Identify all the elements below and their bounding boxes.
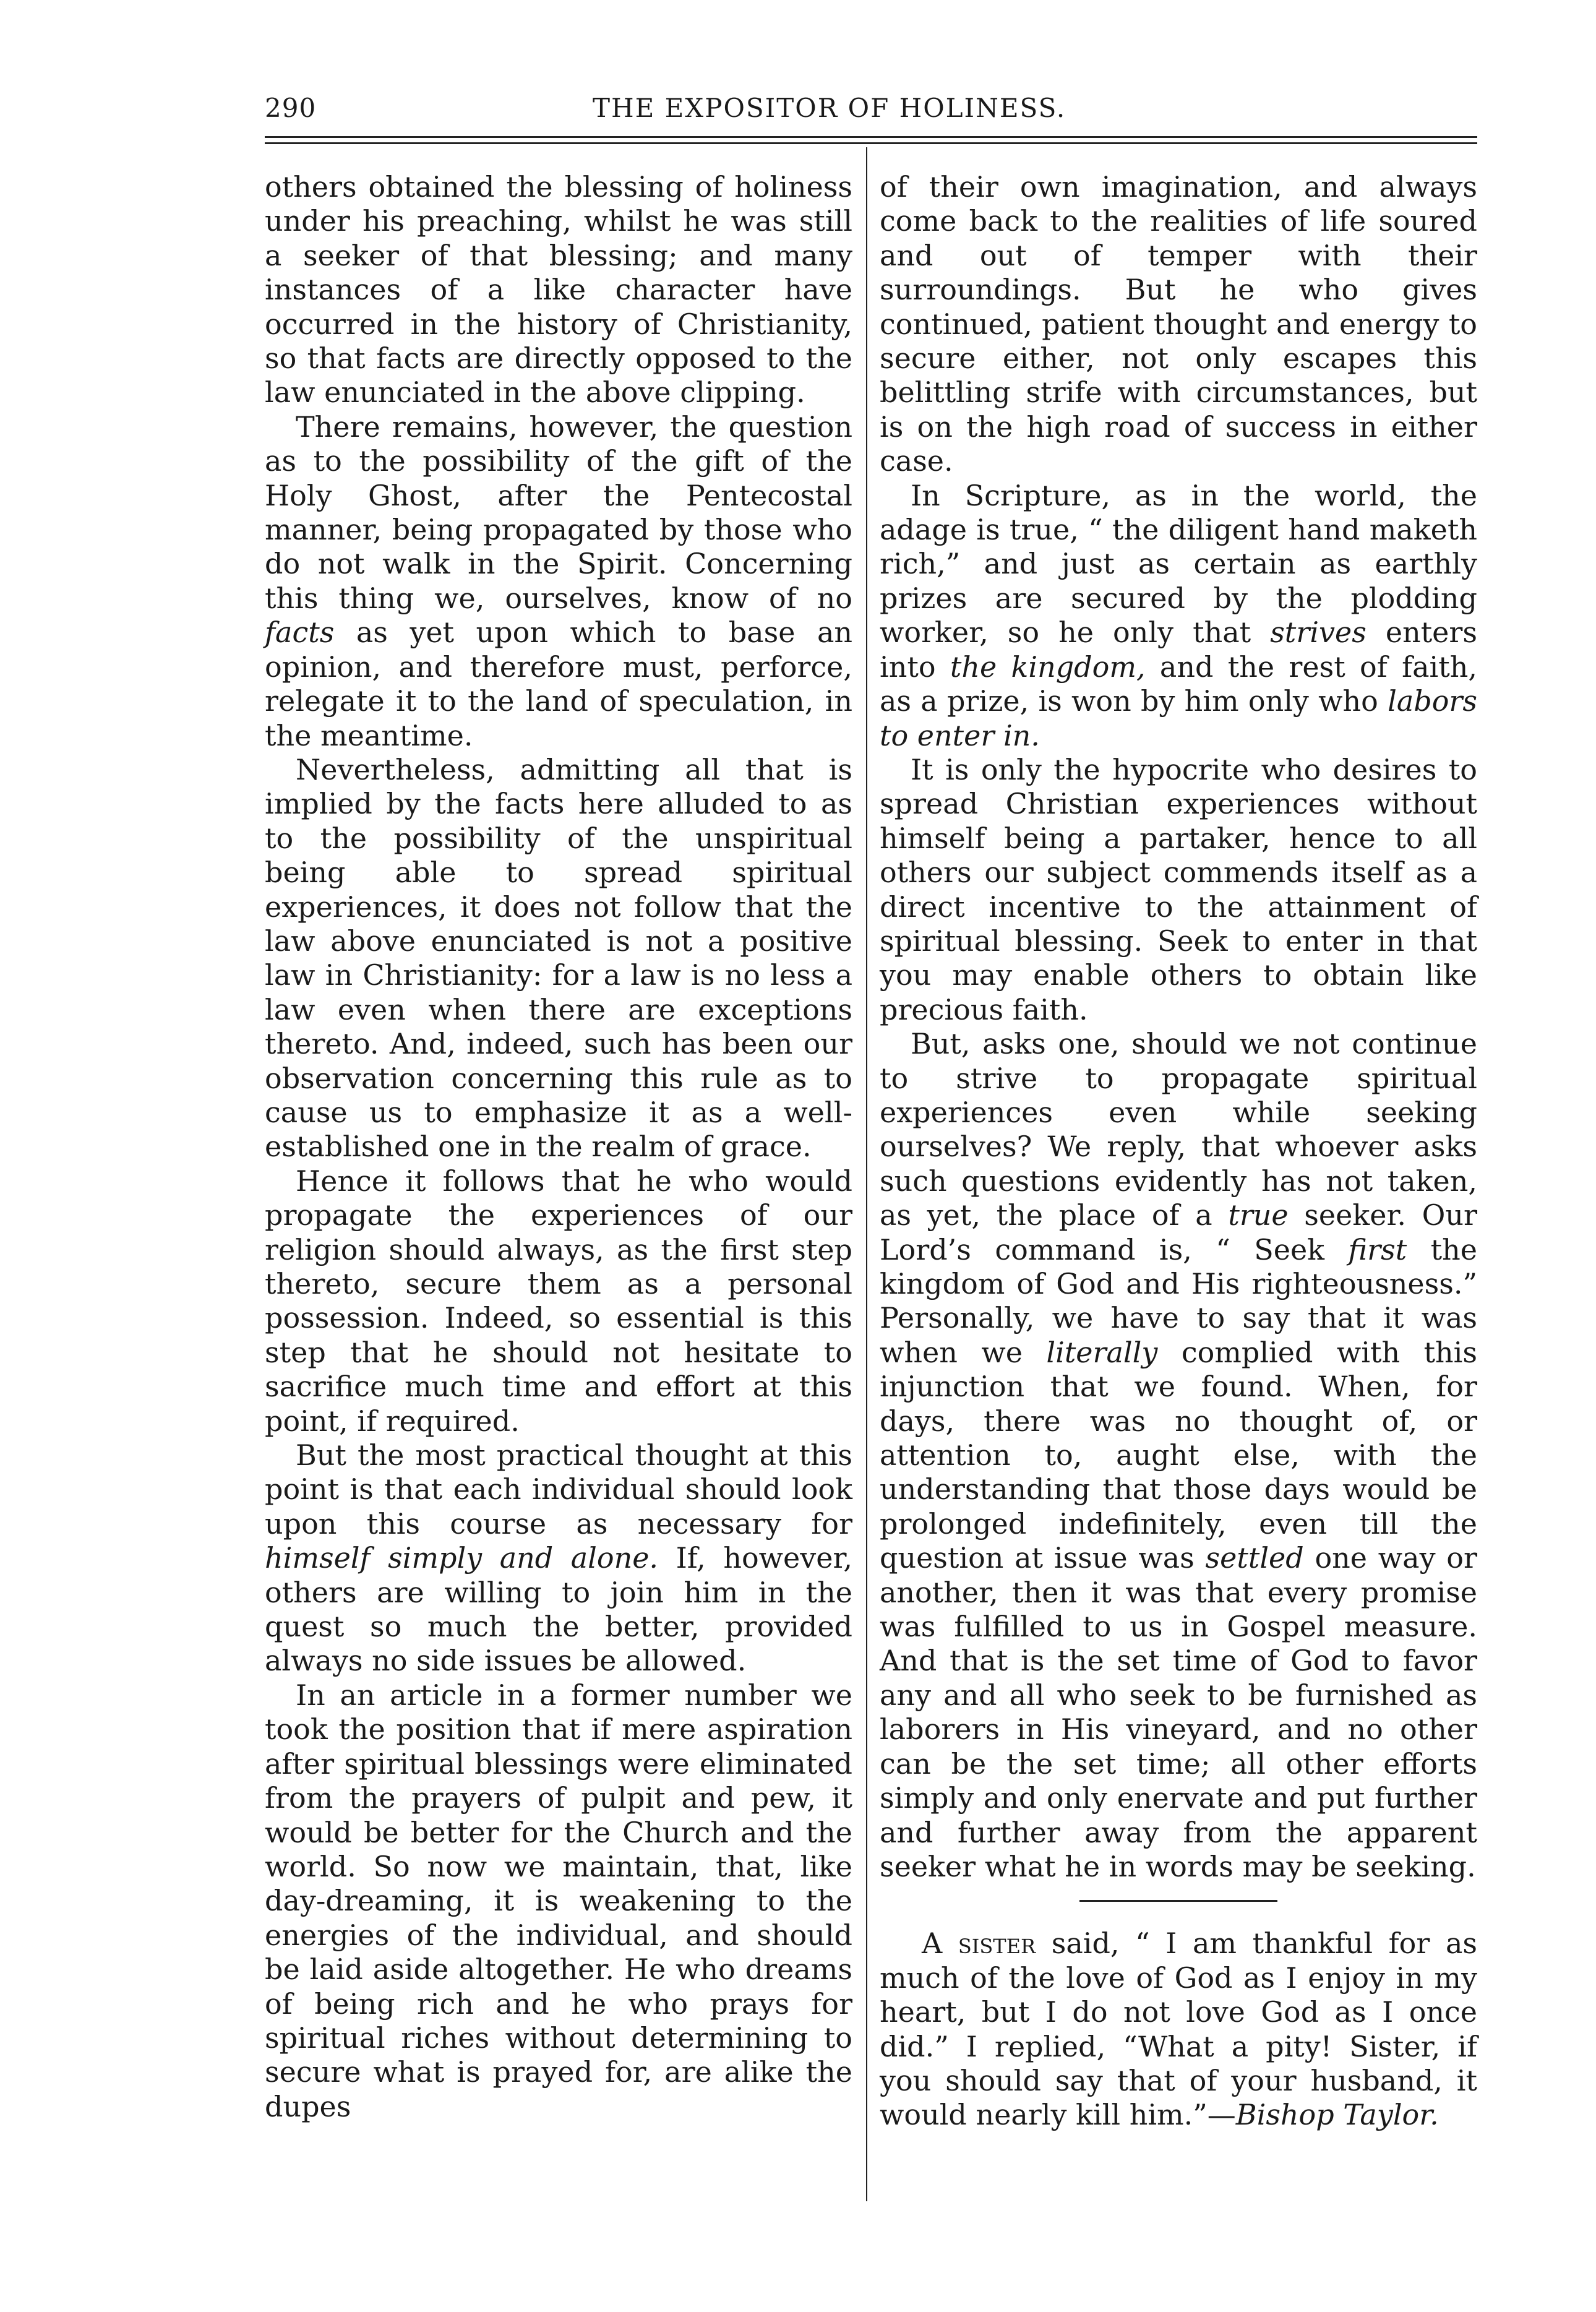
column-divider [866,147,867,2201]
page-number: 290 [265,93,317,123]
paragraph: of their own imagination, and always come back to the realities of life soured and out of temper with their surroundings. But he who gives continued, patient thought and energy to secure either, not only escapes this belittling strife with circumstances, but is on the high road of success in either case. [880,170,1477,478]
paragraph: others obtained the blessing of holiness under his preaching, whilst he was still a seeker of that blessing; and many instances of a like character have occurred in the history of Christianity, so that facts are directly opposed to the law enunciated in the above clipping. [265,170,852,410]
italic-run: strives [1270,616,1366,650]
paragraph [880,1027,1477,1884]
text-run: one way or another, then it was that every promise was fulfilled to us in Gospel measure. And that is the set time of God to favor any and all who seek to be furnished as laborers in His vineyard, and no other can be the set time; all other efforts simply and only enervate and put further and further away from the apparent seeker what he in words may be seeking. [880,1541,1477,1883]
paragraph [880,1927,1477,2132]
text-run: the kingdom of God and His righteousness.” Personally, we have to say that it was when we [880,1232,1477,1369]
italic-run: settled [1205,1541,1304,1575]
italic-run: true [1228,1198,1289,1232]
text-run: and the rest of faith, as a prize, is won by him only who [880,650,1477,718]
italic-run: facts [265,616,335,650]
italic-run: labors to enter in. [880,684,1477,752]
running-header [265,93,1477,130]
text-run: If, however, others are willing to join him in the quest so much the better, provided always no side issues be allowed. [265,1541,852,1678]
text-run: There remains, however, the question as to the possibility of the gift of the Holy Ghost, after the Pentecostal manner, being propagated by those who do not walk in the Spirit. Concerning this thing we, ourselves, know of no [265,410,852,615]
text-run: complied with this injunction that we found. When, for days, there was no thought of, or attention to, aught else, with the understanding that those days would be prolonged indefinitely, even till the question at issue was [880,1335,1477,1575]
small-caps-run: A sister [922,1927,1036,1961]
italic-run: Bishop Taylor. [1235,2098,1439,2132]
text-run: seeker. Our Lord’s command is, “ Seek [880,1198,1477,1266]
text-run: But, asks one, should we not continue to strive to propagate spiritual experiences even while seeking ourselves? We reply, that whoever asks such questions evidently has not taken, as yet, the place of a [880,1027,1477,1232]
header-rule [265,136,1477,138]
text-run: enters into [880,616,1478,684]
paragraph [265,410,852,753]
paragraph: Hence it follows that he who would propagate the experiences of our religion should always, as the first step thereto, secure them as a personal possession. Indeed, so essential is this step that he should not hesitate to sacrifice much time and effort at this point, if required. [265,1164,852,1438]
italic-run: himself simply and alone. [265,1541,659,1575]
running-title: THE EXPOSITOR OF HOLINESS. [593,93,1066,123]
text-run: said, “ I am thankful for as much of the love of God as I enjoy in my heart, but I do not love God as I once did.” I replied, “What a pity! Sister, if you should say that of your husband, it would nearly kill him.”— [880,1927,1477,2132]
text-run: In Scripture, as in the world, the adage is true, “ the diligent hand maketh rich,” and just as certain as earthly prizes are secured by the plodding worker, so he only that [880,478,1477,650]
paragraph: In an article in a former number we took the position that if mere aspiration after spiritual blessings were eliminated from the prayers of pulpit and pew, it would be better for the Church and the world. So now we maintain, that, like day-dreaming, it is weakening to the energies of the individual, and should be laid aside altogether. He who dreams of being rich and he who prays for spiritual riches without determining to secure what is prayed for, are alike the dupes [265,1678,852,2123]
paragraph: Nevertheless, admitting all that is implied by the facts here alluded to as to the possibility of the unspiritual being able to spread spiritual experiences, it does not follow that the law above enunciated is not a positive law in Christianity: for a law is no less a law even when there are exceptions thereto. And, indeed, such has been our observation concerning this rule as to cause us to emphasize it as a well-established one in the realm of grace. [265,752,852,1164]
text-run: But the most practical thought at this point is that each individual should look upon this course as necessary for [265,1438,852,1541]
italic-run: the kingdom, [950,650,1146,684]
text-run: as yet upon which to base an opinion, and therefore must, perforce, relegate it to the land of speculation, in the meantime. [265,616,852,752]
right-column [880,170,1477,2133]
header-rule-double [265,142,1477,144]
paragraph [880,479,1477,753]
paragraph [265,1438,852,1678]
paragraph: It is only the hypocrite who desires to spread Christian experiences without himself being a partaker, hence to all others our subject commends itself as a direct incentive to the attainment of spiritual blessing. Seek to enter in that you may enable others to obtain like precious faith. [880,752,1477,1026]
italic-run: literally [1046,1335,1158,1369]
italic-run: first [1348,1232,1407,1266]
section-separator [1079,1900,1277,1902]
left-column [265,170,852,2124]
